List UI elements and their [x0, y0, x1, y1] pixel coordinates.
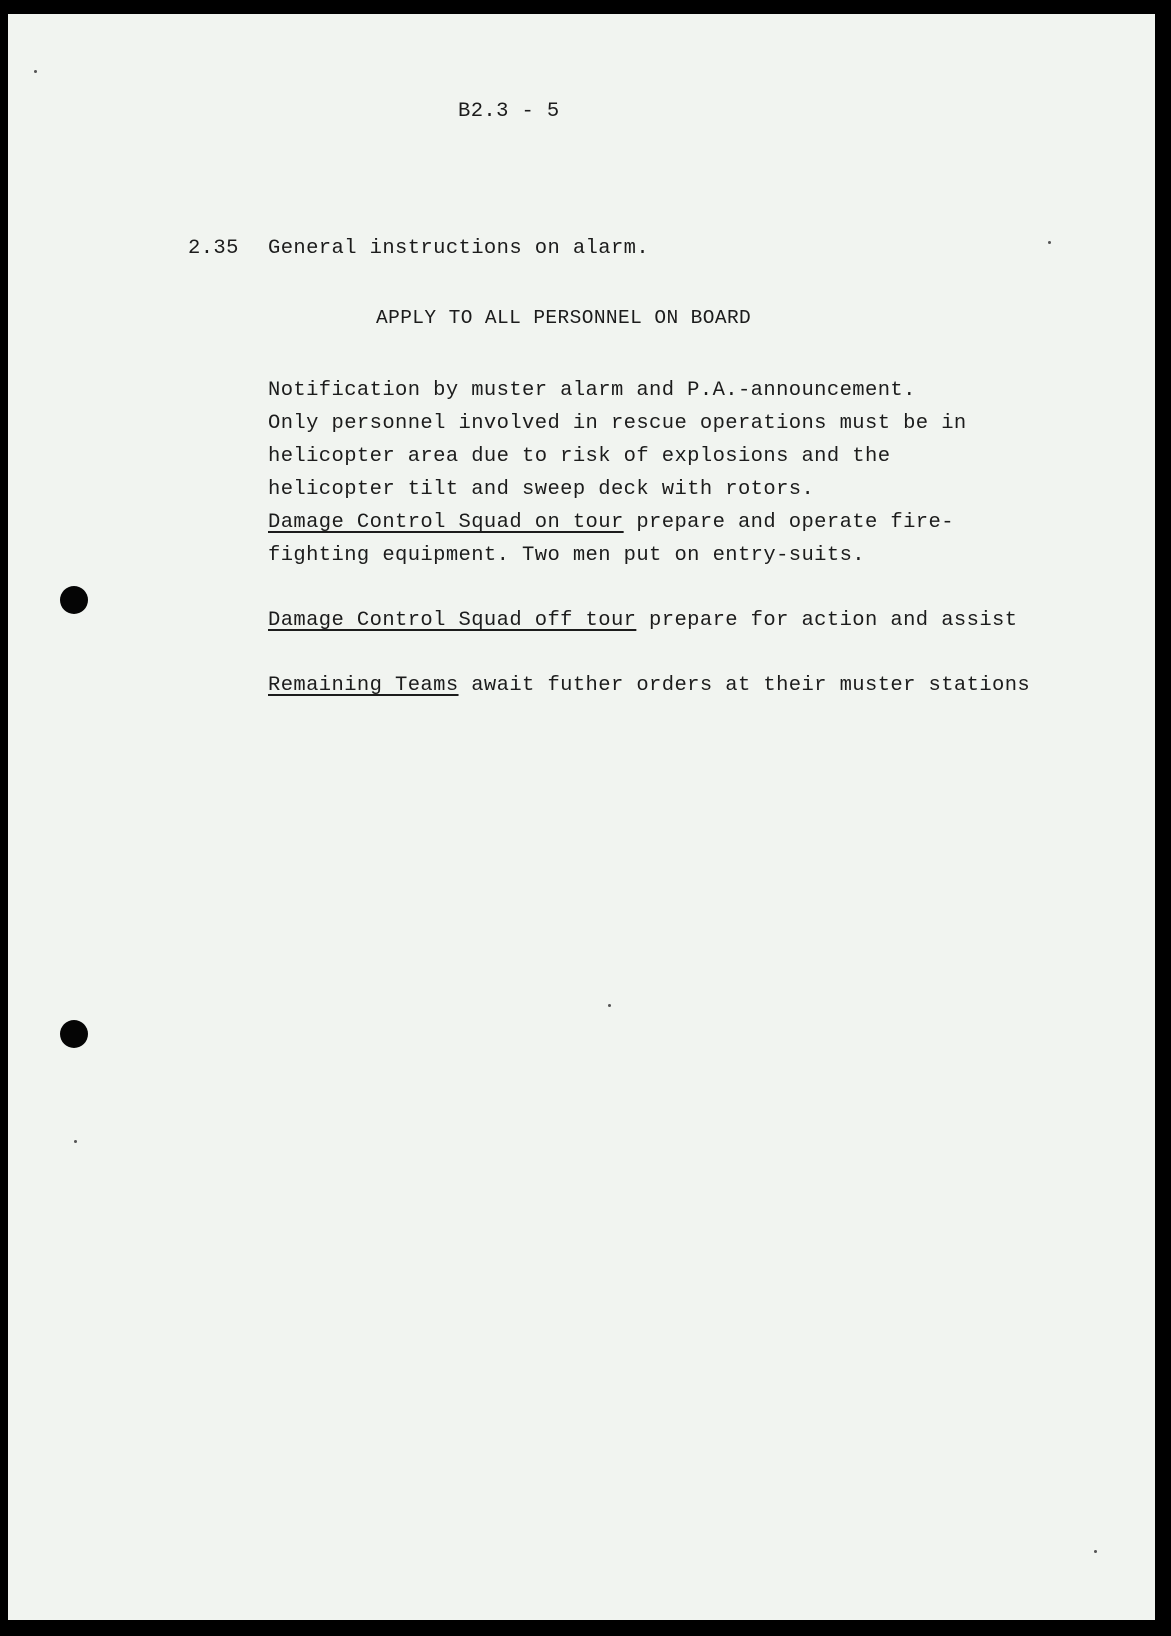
page-number: B2.3 - 5	[458, 100, 560, 123]
text-line: helicopter tilt and sweep deck with rotors.	[268, 478, 815, 501]
underlined-team-name: Damage Control Squad on tour	[268, 511, 624, 534]
document-page	[8, 14, 1155, 1620]
text-line	[268, 511, 954, 534]
section-number: 2.35	[188, 237, 239, 260]
scan-speck	[608, 1004, 611, 1007]
text-line: fighting equipment. Two men put on entry-suits.	[268, 544, 865, 567]
subheading: APPLY TO ALL PERSONNEL ON BOARD	[376, 307, 752, 329]
paragraph-remaining-teams	[268, 674, 1030, 697]
paragraph-squad-off-tour	[268, 609, 1017, 632]
scan-speck	[1048, 241, 1051, 244]
text-line: Notification by muster alarm and P.A.-announcement.	[268, 379, 916, 402]
scan-speck	[1094, 1550, 1097, 1553]
section-title: General instructions on alarm.	[268, 237, 650, 260]
text-span: prepare for action and assist	[636, 609, 1018, 632]
text-line: Only personnel involved in rescue operations must be in	[268, 412, 967, 435]
underlined-team-name: Damage Control Squad off tour	[268, 609, 637, 632]
scan-speck	[34, 70, 37, 73]
text-line: helicopter area due to risk of explosions and the	[268, 445, 891, 468]
scan-speck	[74, 1140, 77, 1143]
underlined-team-name: Remaining Teams	[268, 674, 459, 697]
punch-hole	[60, 586, 88, 614]
punch-hole	[60, 1020, 88, 1048]
text-span: prepare and operate fire-	[623, 511, 954, 534]
text-span: await futher orders at their muster stations	[458, 674, 1031, 697]
